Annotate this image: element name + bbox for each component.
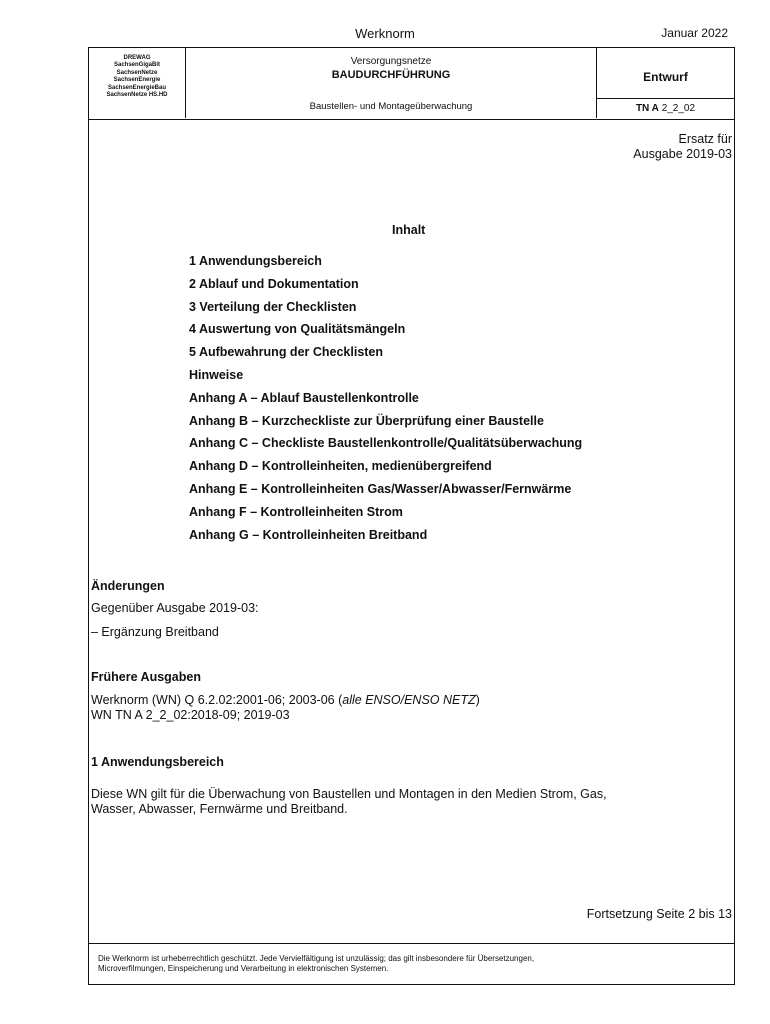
earlier-editions-heading: Frühere Ausgaben (91, 670, 201, 684)
company-name: SachsenNetze HS.HD (106, 92, 168, 99)
issue-date: Januar 2022 (661, 26, 728, 40)
earlier-editions-line: WN TN A 2_2_02:2018-09; 2019-03 (91, 708, 290, 722)
toc-item: Anhang A – Ablauf Baustellenkontrolle (189, 390, 419, 405)
page-title: Werknorm (355, 26, 415, 41)
changes-item: – Ergänzung Breitband (91, 625, 219, 639)
changes-intro: Gegenüber Ausgabe 2019-03: (91, 601, 259, 615)
continuation-note: Fortsetzung Seite 2 bis 13 (586, 907, 732, 921)
toc-item: Anhang C – Checkliste Baustellenkontrolle/Qualitätsüberwachung (189, 436, 583, 451)
scope-heading: 1 Anwendungsbereich (91, 755, 224, 769)
document-number (597, 99, 734, 118)
header-subtitle: Baustellen- und Montageüberwachung (309, 101, 473, 112)
company-name: SachsenGigaBit (113, 62, 160, 69)
header-category: Versorgungsnetze (350, 56, 432, 67)
toc-item: 4 Auswertung von Qualitätsmängeln (189, 322, 406, 337)
company-list (89, 48, 186, 118)
copyright-footer (89, 943, 734, 984)
document-frame (88, 47, 735, 985)
changes-heading: Änderungen (91, 579, 165, 593)
copyright-line: Die Werknorm ist urheberrechtlich geschützt. Jede Vervielfältigung ist unzulässig; das gilt insbesondere für Übersetzungen, (98, 954, 535, 963)
company-name: SachsenEnergie (113, 77, 161, 84)
earlier-editions-text: ) (475, 693, 480, 707)
toc-item: Anhang G – Kontrolleinheiten Breitband (189, 527, 428, 542)
copyright-line: Microverfilmungen, Einspeicherung und Verarbeitung in elektronischen Systemen. (98, 964, 389, 973)
company-name: SachsenNetze (116, 69, 158, 76)
earlier-editions-italic: alle ENSO/ENSO NETZ (342, 693, 476, 707)
replacement-line: Ersatz für (678, 132, 732, 146)
replacement-line: Ausgabe 2019-03 (633, 147, 732, 161)
toc-item: 1 Anwendungsbereich (189, 254, 322, 268)
replacement-note (633, 132, 732, 162)
company-name: DREWAG (123, 55, 151, 61)
toc-item: Anhang B – Kurzcheckliste zur Überprüfung einer Baustelle (189, 413, 544, 428)
toc-item: Anhang D – Kontrolleinheiten, medienübergreifend (189, 459, 492, 474)
earlier-editions-line (91, 693, 480, 707)
scope-text: Wasser, Abwasser, Fernwärme und Breitband. (91, 802, 348, 816)
earlier-editions-text: Werknorm (WN) Q 6.2.02:2001-06; 2003-06 ( (91, 693, 343, 707)
company-name: SachsenEnergieBau (107, 84, 167, 91)
document-header (89, 48, 734, 120)
toc-title: Inhalt (392, 223, 426, 237)
toc-item: Hinweise (189, 367, 244, 382)
scope-text: Diese WN gilt für die Überwachung von Baustellen und Montagen in den Medien Strom, Gas, (91, 787, 607, 801)
toc-item: 5 Aufbewahrung der Checklisten (189, 345, 384, 360)
toc-item: 2 Ablauf und Dokumentation (189, 276, 359, 291)
header-title-block (186, 48, 597, 118)
toc-item: Anhang F – Kontrolleinheiten Strom (189, 504, 403, 519)
table-of-contents (189, 252, 582, 548)
toc-item: 3 Verteilung der Checklisten (189, 299, 357, 314)
document-number-value: 2_2_02 (661, 103, 696, 114)
header-main-title: BAUDURCHFÜHRUNG (331, 69, 451, 81)
status-badge: Entwurf (597, 48, 734, 99)
document-number-prefix: TN A (635, 103, 659, 114)
toc-item: Anhang E – Kontrolleinheiten Gas/Wasser/Abwasser/Fernwärme (189, 481, 572, 496)
